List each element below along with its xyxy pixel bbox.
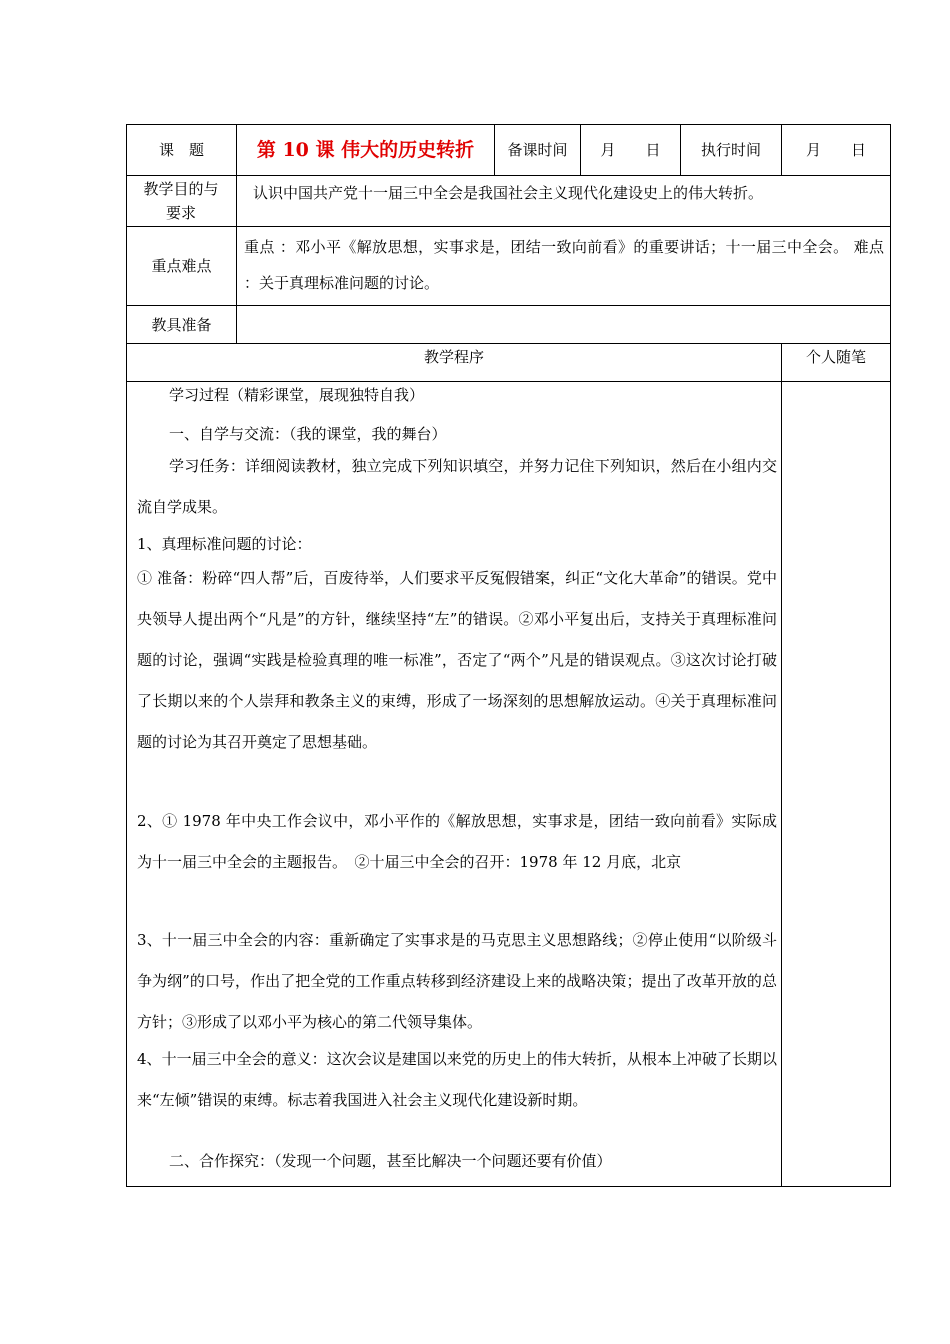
para-truth-debate: ① 准备：粉碎“四人帮”后，百废待举，人们要求平反冤假错案，纠正“文化大革命”的错误。党中央领导人提出两个“凡是”的方针，继续坚持“左”的错误。②邓小平复出后，支持关于真理标准问题的讨论，强调“实践是检验真理的唯一标准”，否定了“两个”凡是的错误观点。③这次讨论打破了长期以来的个人崇拜和教条主义的束缚，形成了一场深刻的思想解放运动。④关于真理标准问题的讨论为其召开奠定了思想基础。 <box>137 569 777 751</box>
rule-focus-bottom <box>126 305 891 306</box>
para-plenum-content: 3、十一届三中全会的内容：重新确定了实事求是的马克思主义思想路线；②停止使用“以阶级斗争为纲”的口号，作出了把全党的工作重点转移到经济建设上来的战略决策；提出了改革开放的总方针；③形成了以邓小平为核心的第二代领导集体。 <box>137 931 777 1031</box>
para-central-work-conference: 2、① 1978 年中央工作会议中，邓小平作的《解放思想，实事求是，团结一致向前看》实际成为十一届三中全会的主题报告。 ②十届三中全会的召开：1978 年 12 月底，北京 <box>137 812 777 871</box>
rule-tools-bottom <box>126 343 891 344</box>
para-task: 学习任务：详细阅读教材，独立完成下列知识填空，并努力记住下列知识，然后在小组内交流自学成果。 <box>137 457 777 516</box>
rule-header-bottom <box>126 175 891 176</box>
label-notes: 个人随笔 <box>805 348 866 366</box>
notes-field[interactable] <box>782 382 890 1186</box>
para-plenum-significance: 4、十一届三中全会的意义：这次会议是建国以来党的历史上的伟大转折，从根本上冲破了长期以来“左倾”错误的束缚。标志着我国进入社会主义现代化建设新时期。 <box>137 1050 777 1109</box>
para-truth-debate-heading: 1、真理标准问题的讨论： <box>137 535 312 553</box>
rule-goals-bottom <box>126 226 891 227</box>
prep-date-field[interactable]: 月 日 <box>600 141 661 159</box>
para-cooperation: 二、合作探究：（发现一个问题，甚至比解决一个问题还要有价值） <box>169 1152 612 1170</box>
para-self-study: 一、自学与交流：（我的课堂，我的舞台） <box>169 425 447 443</box>
exec-date-field[interactable]: 月 日 <box>805 141 866 159</box>
para-learning-process: 学习过程（精彩课堂，展现独特自我） <box>169 386 425 404</box>
label-focus: 重点难点 <box>151 257 212 275</box>
label-exec-time: 执行时间 <box>700 141 761 159</box>
label-goals: 教学目的与要求 <box>143 180 219 222</box>
label-tools: 教具准备 <box>151 315 212 334</box>
focus-text: 重点 ：邓小平《解放思想，实事求是，团结一致向前看》的重要讲话；十一届三中全会。 难点 ：关于真理标准问题的讨论。 <box>244 238 884 292</box>
label-topic: 课 题 <box>158 141 204 159</box>
rule-right <box>890 124 891 1187</box>
label-procedure: 教学程序 <box>423 348 484 366</box>
rule-bottom <box>126 1186 891 1187</box>
label-prep-time: 备课时间 <box>507 141 568 159</box>
goals-text: 认识中国共产党十一届三中全会是我国社会主义现代化建设史上的伟大转折。 <box>253 184 764 202</box>
lesson-title: 第 10 课 伟大的历史转折 <box>256 139 475 161</box>
